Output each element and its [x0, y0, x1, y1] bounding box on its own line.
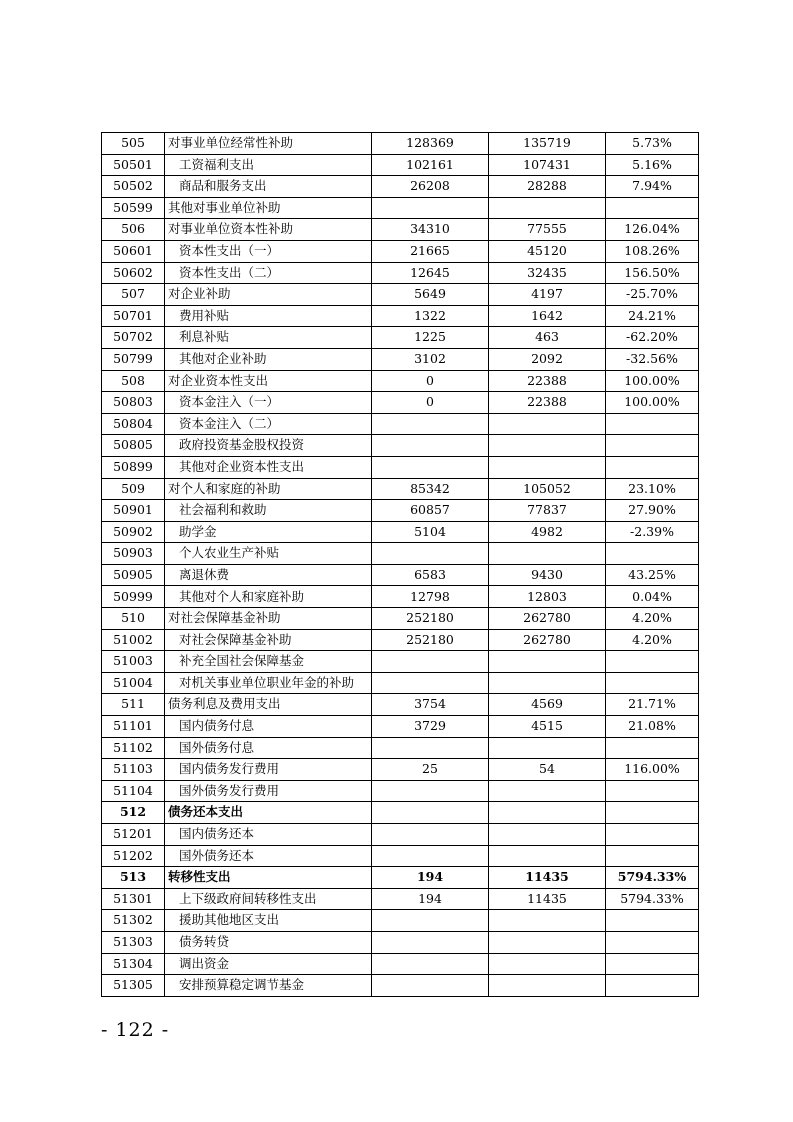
cell-item-name: 社会福利和救助 — [165, 500, 372, 522]
cell-code: 51201 — [102, 824, 165, 846]
cell-growth-rate — [606, 953, 699, 975]
cell-code: 51003 — [102, 651, 165, 673]
cell-value-1 — [372, 456, 489, 478]
cell-growth-rate — [606, 651, 699, 673]
cell-growth-rate: 100.00% — [606, 370, 699, 392]
cell-item-name: 对企业补助 — [165, 284, 372, 306]
cell-code: 50803 — [102, 392, 165, 414]
cell-code: 51101 — [102, 716, 165, 738]
table-row — [102, 953, 699, 975]
cell-value-2 — [489, 435, 606, 457]
cell-growth-rate: 21.71% — [606, 694, 699, 716]
cell-item-name: 转移性支出 — [165, 867, 372, 889]
cell-value-1: 12798 — [372, 586, 489, 608]
cell-item-name: 其他对企业补助 — [165, 348, 372, 370]
cell-item-name: 助学金 — [165, 521, 372, 543]
cell-value-1: 26208 — [372, 176, 489, 198]
cell-item-name: 对事业单位经常性补助 — [165, 133, 372, 155]
cell-value-2: 1642 — [489, 305, 606, 327]
cell-code: 50702 — [102, 327, 165, 349]
cell-growth-rate: 5794.33% — [606, 888, 699, 910]
table-row — [102, 931, 699, 953]
cell-growth-rate — [606, 910, 699, 932]
table-row — [102, 802, 699, 824]
table-row — [102, 370, 699, 392]
cell-code: 50899 — [102, 456, 165, 478]
table-row — [102, 651, 699, 673]
cell-value-2: 4197 — [489, 284, 606, 306]
cell-value-2: 2092 — [489, 348, 606, 370]
cell-item-name: 对事业单位资本性补助 — [165, 219, 372, 241]
cell-value-1: 252180 — [372, 629, 489, 651]
cell-code: 50902 — [102, 521, 165, 543]
cell-code: 50601 — [102, 240, 165, 262]
table-row — [102, 543, 699, 565]
cell-item-name: 其他对事业单位补助 — [165, 197, 372, 219]
cell-code: 51104 — [102, 780, 165, 802]
cell-item-name: 国内债务付息 — [165, 716, 372, 738]
table-row — [102, 348, 699, 370]
cell-code: 51102 — [102, 737, 165, 759]
cell-growth-rate: 21.08% — [606, 716, 699, 738]
table-row — [102, 608, 699, 630]
cell-value-1 — [372, 651, 489, 673]
cell-value-2 — [489, 931, 606, 953]
cell-item-name: 补充全国社会保障基金 — [165, 651, 372, 673]
table-row — [102, 133, 699, 155]
cell-item-name: 其他对个人和家庭补助 — [165, 586, 372, 608]
table-row — [102, 500, 699, 522]
cell-item-name: 国外债务还本 — [165, 845, 372, 867]
cell-value-1 — [372, 975, 489, 997]
budget-expenditure-table — [101, 132, 699, 997]
cell-growth-rate: 23.10% — [606, 478, 699, 500]
table-row — [102, 975, 699, 997]
cell-growth-rate: 116.00% — [606, 759, 699, 781]
cell-value-1: 194 — [372, 867, 489, 889]
cell-code: 50599 — [102, 197, 165, 219]
cell-value-1: 21665 — [372, 240, 489, 262]
cell-value-2: 107431 — [489, 154, 606, 176]
cell-value-1: 3102 — [372, 348, 489, 370]
cell-code: 51304 — [102, 953, 165, 975]
table-row — [102, 413, 699, 435]
cell-growth-rate: 24.21% — [606, 305, 699, 327]
cell-growth-rate: 27.90% — [606, 500, 699, 522]
table-row — [102, 845, 699, 867]
cell-value-2: 4515 — [489, 716, 606, 738]
cell-growth-rate: 5.73% — [606, 133, 699, 155]
cell-code: 50901 — [102, 500, 165, 522]
cell-value-1: 12645 — [372, 262, 489, 284]
cell-item-name: 政府投资基金股权投资 — [165, 435, 372, 457]
cell-growth-rate: 5794.33% — [606, 867, 699, 889]
cell-code: 513 — [102, 867, 165, 889]
cell-item-name: 资本金注入（一） — [165, 392, 372, 414]
table-row — [102, 694, 699, 716]
cell-item-name: 债务转贷 — [165, 931, 372, 953]
cell-value-2: 77555 — [489, 219, 606, 241]
cell-item-name: 调出资金 — [165, 953, 372, 975]
cell-value-1: 85342 — [372, 478, 489, 500]
table-row — [102, 867, 699, 889]
cell-item-name: 对企业资本性支出 — [165, 370, 372, 392]
cell-value-1: 0 — [372, 392, 489, 414]
cell-item-name: 国外债务付息 — [165, 737, 372, 759]
cell-growth-rate: -25.70% — [606, 284, 699, 306]
cell-value-2 — [489, 824, 606, 846]
cell-value-2: 463 — [489, 327, 606, 349]
table-row — [102, 478, 699, 500]
cell-code: 50999 — [102, 586, 165, 608]
table-row — [102, 910, 699, 932]
cell-value-2: 11435 — [489, 867, 606, 889]
cell-value-1: 5104 — [372, 521, 489, 543]
cell-item-name: 对社会保障基金补助 — [165, 608, 372, 630]
cell-code: 507 — [102, 284, 165, 306]
cell-item-name: 对社会保障基金补助 — [165, 629, 372, 651]
cell-value-1: 102161 — [372, 154, 489, 176]
cell-growth-rate: 156.50% — [606, 262, 699, 284]
cell-item-name: 对个人和家庭的补助 — [165, 478, 372, 500]
cell-value-2: 262780 — [489, 629, 606, 651]
cell-code: 51301 — [102, 888, 165, 910]
cell-value-2 — [489, 456, 606, 478]
cell-value-2: 45120 — [489, 240, 606, 262]
cell-item-name: 费用补贴 — [165, 305, 372, 327]
cell-growth-rate — [606, 802, 699, 824]
cell-value-2: 28288 — [489, 176, 606, 198]
cell-value-1 — [372, 672, 489, 694]
cell-item-name: 资本金注入（二） — [165, 413, 372, 435]
cell-item-name: 上下级政府间转移性支出 — [165, 888, 372, 910]
cell-growth-rate: 7.94% — [606, 176, 699, 198]
cell-code: 509 — [102, 478, 165, 500]
cell-code: 51002 — [102, 629, 165, 651]
cell-value-2: 135719 — [489, 133, 606, 155]
cell-value-1: 0 — [372, 370, 489, 392]
table-row — [102, 586, 699, 608]
cell-code: 50805 — [102, 435, 165, 457]
cell-code: 50903 — [102, 543, 165, 565]
cell-value-2: 22388 — [489, 370, 606, 392]
cell-value-1 — [372, 845, 489, 867]
cell-value-2: 262780 — [489, 608, 606, 630]
cell-growth-rate: 43.25% — [606, 564, 699, 586]
cell-value-1 — [372, 413, 489, 435]
cell-item-name: 个人农业生产补贴 — [165, 543, 372, 565]
cell-value-1: 252180 — [372, 608, 489, 630]
cell-growth-rate: -2.39% — [606, 521, 699, 543]
cell-value-1: 128369 — [372, 133, 489, 155]
cell-value-1: 25 — [372, 759, 489, 781]
cell-item-name: 离退休费 — [165, 564, 372, 586]
cell-value-2: 105052 — [489, 478, 606, 500]
cell-value-2 — [489, 651, 606, 673]
cell-value-1: 5649 — [372, 284, 489, 306]
table-row — [102, 672, 699, 694]
cell-item-name: 国外债务发行费用 — [165, 780, 372, 802]
cell-growth-rate: 5.16% — [606, 154, 699, 176]
cell-value-1 — [372, 197, 489, 219]
cell-growth-rate: 4.20% — [606, 629, 699, 651]
cell-value-1 — [372, 802, 489, 824]
cell-item-name: 对机关事业单位职业年金的补助 — [165, 672, 372, 694]
cell-item-name: 工资福利支出 — [165, 154, 372, 176]
cell-item-name: 国内债务还本 — [165, 824, 372, 846]
cell-value-2: 12803 — [489, 586, 606, 608]
cell-code: 50502 — [102, 176, 165, 198]
cell-value-2 — [489, 413, 606, 435]
cell-growth-rate — [606, 456, 699, 478]
cell-value-1 — [372, 737, 489, 759]
cell-value-2 — [489, 910, 606, 932]
cell-value-2 — [489, 953, 606, 975]
cell-value-1 — [372, 931, 489, 953]
cell-code: 50701 — [102, 305, 165, 327]
cell-value-1: 3729 — [372, 716, 489, 738]
cell-code: 50905 — [102, 564, 165, 586]
cell-code: 51202 — [102, 845, 165, 867]
cell-growth-rate — [606, 975, 699, 997]
cell-value-1 — [372, 780, 489, 802]
cell-item-name: 商品和服务支出 — [165, 176, 372, 198]
cell-value-2 — [489, 802, 606, 824]
table-row — [102, 737, 699, 759]
cell-item-name: 援助其他地区支出 — [165, 910, 372, 932]
cell-code: 51303 — [102, 931, 165, 953]
cell-growth-rate — [606, 845, 699, 867]
cell-value-2 — [489, 543, 606, 565]
cell-value-2 — [489, 975, 606, 997]
cell-code: 51103 — [102, 759, 165, 781]
cell-growth-rate — [606, 672, 699, 694]
cell-code: 50799 — [102, 348, 165, 370]
cell-growth-rate — [606, 435, 699, 457]
cell-item-name: 资本性支出（一） — [165, 240, 372, 262]
cell-item-name: 国内债务发行费用 — [165, 759, 372, 781]
cell-code: 50501 — [102, 154, 165, 176]
cell-value-2: 9430 — [489, 564, 606, 586]
cell-code: 50804 — [102, 413, 165, 435]
cell-code: 505 — [102, 133, 165, 155]
table-row — [102, 392, 699, 414]
cell-growth-rate: 126.04% — [606, 219, 699, 241]
cell-value-2: 54 — [489, 759, 606, 781]
cell-value-2: 11435 — [489, 888, 606, 910]
cell-growth-rate — [606, 737, 699, 759]
table-row — [102, 305, 699, 327]
table-row — [102, 629, 699, 651]
cell-value-1: 3754 — [372, 694, 489, 716]
cell-value-2 — [489, 197, 606, 219]
cell-item-name: 其他对企业资本性支出 — [165, 456, 372, 478]
cell-item-name: 债务还本支出 — [165, 802, 372, 824]
cell-value-2: 4982 — [489, 521, 606, 543]
cell-value-2: 32435 — [489, 262, 606, 284]
cell-growth-rate: -62.20% — [606, 327, 699, 349]
table-row — [102, 219, 699, 241]
cell-growth-rate — [606, 824, 699, 846]
cell-value-1: 60857 — [372, 500, 489, 522]
cell-value-2 — [489, 737, 606, 759]
cell-growth-rate — [606, 413, 699, 435]
table-row — [102, 154, 699, 176]
cell-code: 510 — [102, 608, 165, 630]
cell-value-1: 194 — [372, 888, 489, 910]
table-row — [102, 435, 699, 457]
cell-value-2: 4569 — [489, 694, 606, 716]
cell-growth-rate: 4.20% — [606, 608, 699, 630]
cell-growth-rate — [606, 543, 699, 565]
cell-code: 508 — [102, 370, 165, 392]
cell-value-1 — [372, 824, 489, 846]
table-row — [102, 284, 699, 306]
cell-value-1 — [372, 910, 489, 932]
cell-growth-rate: 0.04% — [606, 586, 699, 608]
cell-item-name: 安排预算稳定调节基金 — [165, 975, 372, 997]
cell-value-2: 77837 — [489, 500, 606, 522]
table-row — [102, 456, 699, 478]
cell-growth-rate: 108.26% — [606, 240, 699, 262]
table-row — [102, 176, 699, 198]
table-row — [102, 564, 699, 586]
table-row — [102, 262, 699, 284]
cell-value-1 — [372, 953, 489, 975]
cell-value-2 — [489, 845, 606, 867]
cell-code: 511 — [102, 694, 165, 716]
cell-item-name: 资本性支出（二） — [165, 262, 372, 284]
cell-growth-rate: 100.00% — [606, 392, 699, 414]
cell-value-1: 1225 — [372, 327, 489, 349]
cell-value-2 — [489, 780, 606, 802]
cell-value-1: 34310 — [372, 219, 489, 241]
cell-code: 51305 — [102, 975, 165, 997]
cell-value-2 — [489, 672, 606, 694]
cell-code: 51004 — [102, 672, 165, 694]
table-row — [102, 521, 699, 543]
cell-item-name: 债务利息及费用支出 — [165, 694, 372, 716]
table-row — [102, 824, 699, 846]
cell-item-name: 利息补贴 — [165, 327, 372, 349]
page-number: - 122 - — [101, 1019, 170, 1041]
cell-code: 506 — [102, 219, 165, 241]
table-row — [102, 716, 699, 738]
table-row — [102, 759, 699, 781]
cell-code: 512 — [102, 802, 165, 824]
cell-growth-rate — [606, 931, 699, 953]
table-row — [102, 197, 699, 219]
cell-growth-rate — [606, 780, 699, 802]
cell-value-1: 6583 — [372, 564, 489, 586]
cell-growth-rate — [606, 197, 699, 219]
cell-value-1 — [372, 543, 489, 565]
table-row — [102, 780, 699, 802]
cell-code: 50602 — [102, 262, 165, 284]
table-row — [102, 888, 699, 910]
cell-value-1 — [372, 435, 489, 457]
cell-growth-rate: -32.56% — [606, 348, 699, 370]
table-row — [102, 327, 699, 349]
table-body — [102, 133, 699, 997]
cell-value-2: 22388 — [489, 392, 606, 414]
cell-code: 51302 — [102, 910, 165, 932]
cell-value-1: 1322 — [372, 305, 489, 327]
table-row — [102, 240, 699, 262]
